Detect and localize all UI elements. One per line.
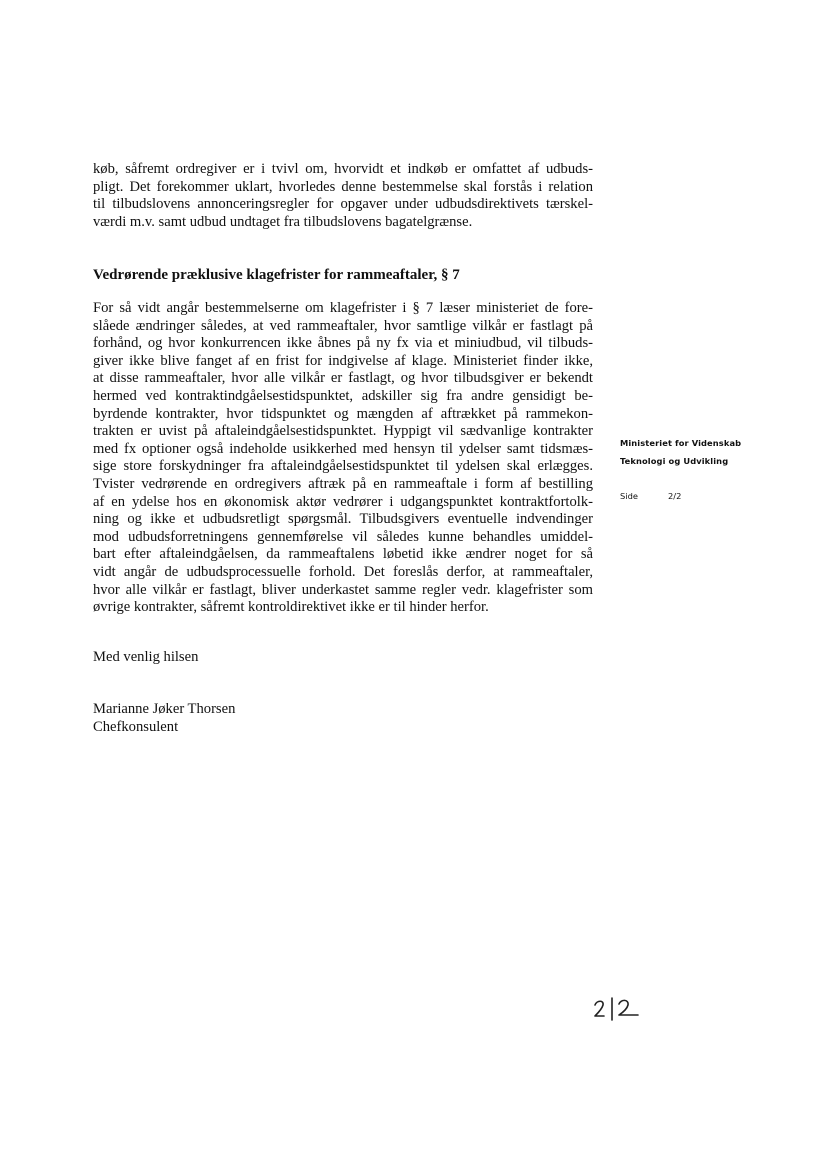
signer-name: Marianne Jøker Thorsen	[93, 701, 236, 717]
text-line: af en ydelse hos en økonomisk aktør vedrører i udgangspunktet kontraktfortolk-	[93, 493, 593, 510]
text-line: at disse rammeaftaler, hvor alle vilkår er fastlagt, og hvor tilbudsgiver er bekendt	[93, 370, 593, 387]
sidebar-org-line-1: Ministeriet for Videnskab	[620, 438, 742, 448]
sidebar-org-line-2: Teknologi og Udvikling	[620, 456, 729, 466]
text-line: mod udbudsforretningens gennemførelse vil således kunne behandles umiddel-	[93, 528, 593, 545]
text-line: til tilbudslovens annonceringsregler for opgaver under udbudsdirektivets tærskel-	[93, 196, 593, 213]
text-line: Tvister vedrørende en ordregivers aftræk på en rammeaftale i form af bestilling	[93, 475, 593, 492]
intro-paragraph	[93, 161, 593, 231]
section-heading: Vedrørende præklusive klagefrister for rammeaftaler, § 7	[93, 267, 460, 283]
text-line: giver ikke blive fanget af en frist for indgivelse af klage. Ministeriet finder ikke,	[93, 352, 593, 369]
text-line: slåede ændringer således, at ved rammeaftaler, hvor samtlige vilkår er fastlagt på	[93, 317, 593, 334]
text-line: byrdende kontrakter, hvor tidspunktet og mængden af aftrækket på rammekon-	[93, 405, 593, 422]
text-line: sige store forskydninger fra aftaleindgåelsestidspunktet til ydelsen skal erlægges.	[93, 458, 593, 475]
page-value: 2/2	[668, 491, 682, 501]
text-line: med fx optioner også indeholde usikkerhed med hensyn til ydelser samt tidsmæs-	[93, 440, 593, 457]
text-line: værdi m.v. samt udbud undtaget fra tilbudslovens bagatelgrænse.	[93, 213, 473, 230]
text-line: bart efter aftaleindgåelsen, da rammeaftalens løbetid ikke ændrer noget for så	[93, 546, 593, 563]
handwritten-page-mark	[592, 996, 642, 1022]
text-line: vidt angår de udbudsprocessuelle forhold. Det foreslås derfor, at rammeaftaler,	[93, 563, 593, 580]
text-line: pligt. Det forekommer uklart, hvorledes denne bestemmelse skal forstås i relation	[93, 178, 593, 195]
signer-title: Chefkonsulent	[93, 718, 179, 735]
sidebar-page-number	[620, 491, 681, 501]
signature-block	[93, 701, 593, 736]
page-label: Side	[620, 491, 638, 501]
closing-salutation: Med venlig hilsen	[93, 649, 199, 665]
text-line: For så vidt angår bestemmelserne om klagefrister i § 7 læser ministeriet de fore-	[93, 300, 593, 316]
text-line: hvor alle vilkår er fastlagt, bliver underkastet samme regler vedr. klagefrister som	[93, 581, 593, 598]
text-line: trakten er uvist på aftaleindgåelsestidspunktet. Hyppigt vil sædvanlige kontrakter	[93, 423, 593, 440]
text-line: køb, såfremt ordregiver er i tvivl om, hvorvidt et indkøb er omfattet af udbuds-	[93, 161, 593, 177]
text-line: ning og ikke et udbudsretligt spørgsmål. Tilbudsgivers eventuelle indvendinger	[93, 511, 593, 528]
text-line: øvrige kontrakter, såfremt kontroldirektivet ikke er til hinder herfor.	[93, 599, 489, 616]
section-paragraph	[93, 300, 593, 617]
text-line: forhånd, og hvor konkurrencen ikke åbnes på ny fx via et miniudbud, vil tilbuds-	[93, 335, 593, 352]
text-line: hermed ved kontraktindgåelsestidspunktet, adskiller sig fra andre gensidigt be-	[93, 387, 593, 404]
